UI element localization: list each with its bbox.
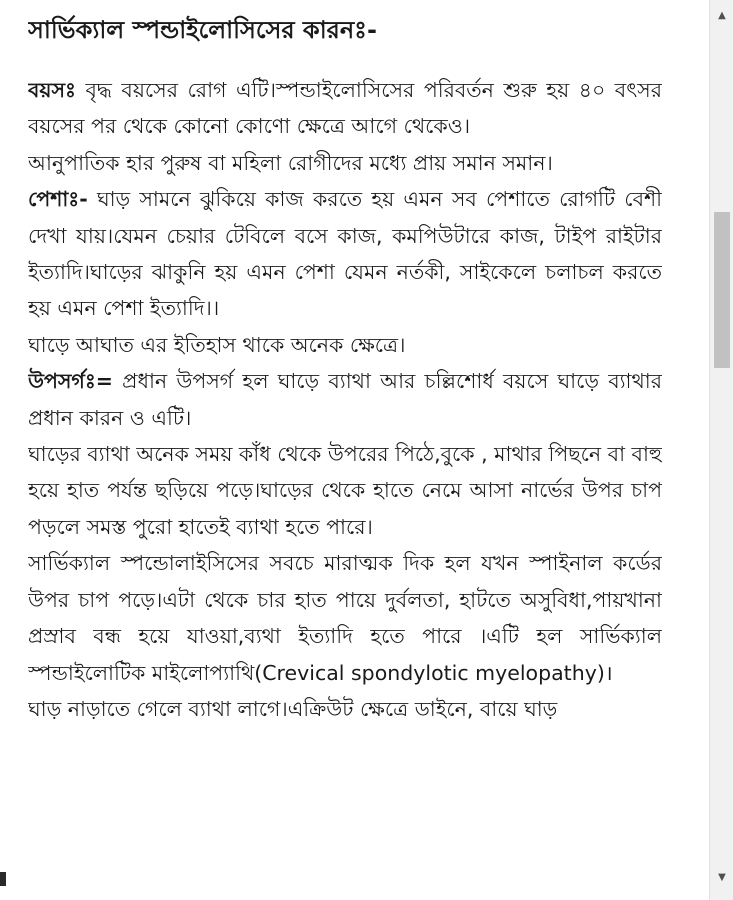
paragraph-label: উপসর্গঃ= xyxy=(28,369,113,394)
paragraph-neck-movement xyxy=(28,691,662,727)
paragraph-text: সার্ভিক্যাল স্পন্ডোলাইসিসের সবচে মারাত্মক দিক হল যখন স্পাইনাল কর্ডের উপর চাপ পড়ে।এটা থেকে চার হাত পায়ে দুর্বলতা, হাটতে অসুবিধা,পায়খানা প্রস্রাব বন্ধ হয়ে যাওয়া,ব্যথা ইত্যাদি হতে পারে ।এটি হল সার্ভিক্যাল স্পন্ডাইলোটিক মাইলোপ্যাথি(Crevical spondylotic myelopathy)। xyxy=(28,551,662,685)
paragraph-symptoms xyxy=(28,363,662,436)
paragraph-text: প্রধান উপসর্গ হল ঘাড়ে ব্যাথা আর চল্লিশোর্ধ বয়সে ঘাড়ে ব্যাথার প্রধান কারন ও এটি। xyxy=(28,369,662,430)
paragraph-injury xyxy=(28,327,662,363)
paragraph-text: ঘাড়ে আঘাত এর ইতিহাস থাকে অনেক ক্ষেত্রে। xyxy=(28,332,406,357)
paragraph-text: ঘাড় সামনে ঝুকিয়ে কাজ করতে হয় এমন সব পেশাতে রোগটি বেশী দেখা যায়।যেমন চেয়ার টেবিলে বসে কাজ, কমপিউটারে কাজ, টাইপ রাইটার ইত্যাদি।ঘাড়ের ঝাকুনি হয় এমন পেশা যেমন নর্তকী, সাইকেলে চলাচল করতে হয় এমন পেশা ইত্যাদি।। xyxy=(28,187,662,321)
paragraph-label: বয়সঃ xyxy=(28,78,76,102)
paragraph-text: আনুপাতিক হার পুরুষ বা মহিলা রোগীদের মধ্যে প্রায় সমান সমান। xyxy=(28,150,553,175)
paragraph-occupation xyxy=(28,181,662,327)
paragraph-text: বৃদ্ধ বয়সের রোগ এটি।স্পন্ডাইলোসিসের পরিবর্তন শুরু হয় ৪০ বৎসর বয়সের পর থেকে কোনো কোণো ক্ষেত্রে আগে থেকেও। xyxy=(28,78,662,139)
paragraph-text: ঘাড় নাড়াতে গেলে ব্যাথা লাগে।এক্রিউট ক্ষেত্রে ডাইনে, বায়ে ঘাড় xyxy=(28,696,558,721)
paragraph-myelopathy xyxy=(28,545,662,691)
paragraph-label: পেশাঃ- xyxy=(28,187,88,212)
paragraph-age xyxy=(28,72,662,145)
scroll-down-arrow-icon[interactable]: ▼ xyxy=(718,872,726,883)
vertical-scrollbar[interactable] xyxy=(709,0,733,900)
scrollbar-thumb[interactable] xyxy=(714,212,730,368)
scroll-up-arrow-icon[interactable]: ▲ xyxy=(718,10,726,21)
article-content xyxy=(28,8,662,900)
article-title: সার্ভিক্যাল স্পন্ডাইলোসিসের কারনঃ- xyxy=(28,16,377,44)
paragraph-ratio xyxy=(28,145,662,181)
left-edge-marker xyxy=(0,872,6,886)
paragraph-text: ঘাড়ের ব্যাথা অনেক সময় কাঁধ থেকে উপরের পিঠে,বুকে , মাথার পিছনে বা বাহু হয়ে হাত পর্যন্ত ছড়িয়ে পড়ে।ঘাড়ের থেকে হাতে নেমে আসা নার্ভের উপর চাপ পড়লে সমস্ত পুরো হাতেই ব্যাথা হতে পারে। xyxy=(28,442,662,539)
paragraph-pain-spread xyxy=(28,436,662,545)
